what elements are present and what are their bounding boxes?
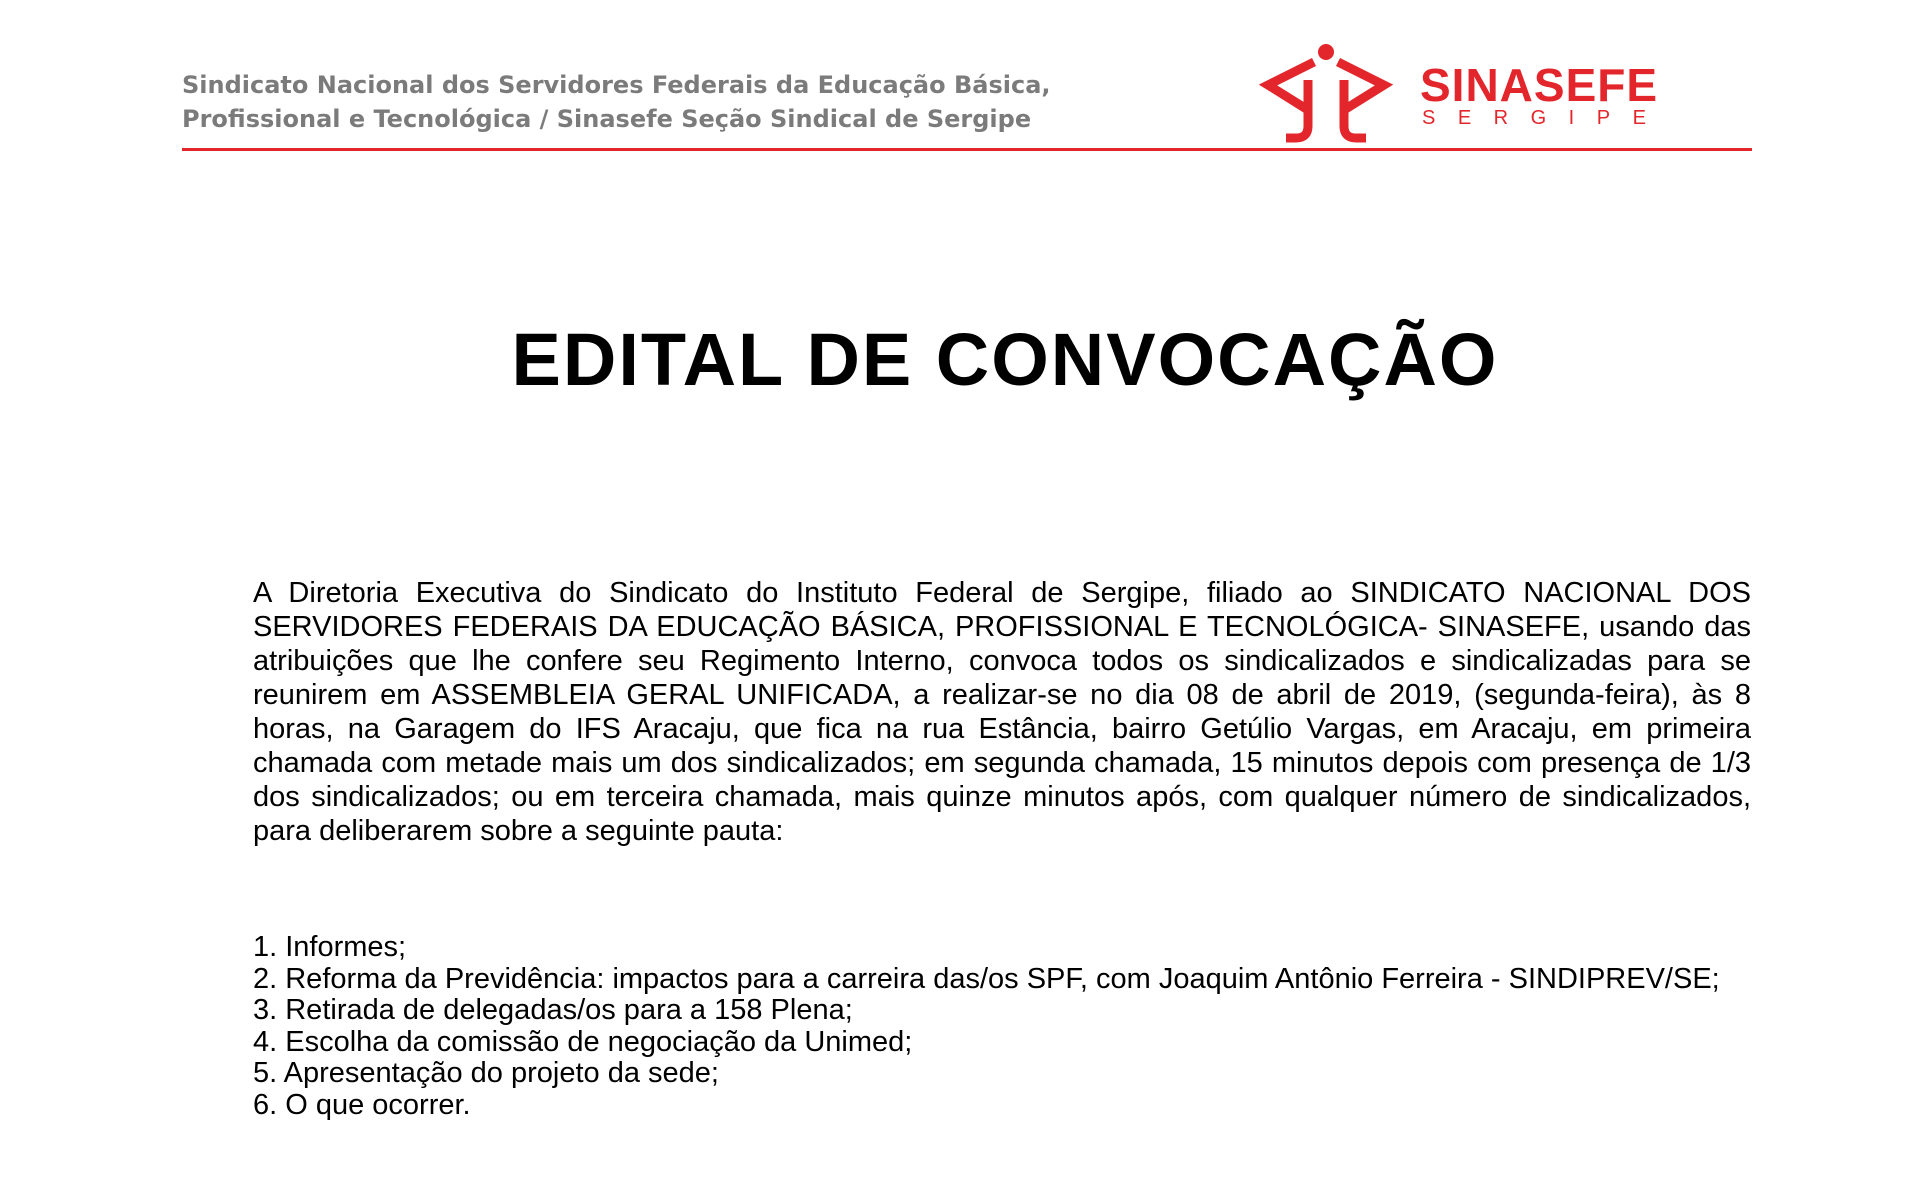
sinasefe-logo-icon — [1256, 40, 1396, 144]
convocation-paragraph: A Diretoria Executiva do Sindicato do Instituto Federal de Sergipe, filiado ao SINDICATO NACIONAL DOS SERVIDORES FEDERAIS DA EDUCAÇÃO BÁSICA, PROFISSIONAL E TECNOLÓGICA- SINASEFE, usando das atribuições que lhe confere seu Regimento Interno, convoca todos os sindicalizados e sindicalizadas para se reunirem em ASSEMBLEIA GERAL UNIFICADA, a realizar-se no dia 08 de abril de 2019, (segunda-feira), às 8 horas, na Garagem do IFS Aracaju, que fica na rua Estância, bairro Getúlio Vargas, em Aracaju, em primeira chamada com metade mais um dos sindicalizados; em segunda chamada, 15 minutos depois com presença de 1/3 dos sindicalizados; ou em terceira chamada, mais quinze minutos após, com qualquer número de sindicalizados, para deliberarem sobre a seguinte pauta: — [253, 577, 1751, 847]
logo-subtitle: SERGIPE — [1422, 107, 1669, 129]
agenda-item: 1. Informes; — [253, 931, 407, 963]
logo-wordmark: SINASEFE — [1420, 59, 1659, 111]
agenda-item: 6. O que ocorrer. — [253, 1088, 471, 1121]
organization-name-line-1: Sindicato Nacional dos Servidores Federais da Educação Básica, — [182, 71, 1051, 99]
document-title: EDITAL DE CONVOCAÇÃO — [511, 318, 1499, 401]
agenda-item: 3. Retirada de delegadas/os para a 158 Plena; — [253, 994, 853, 1026]
organization-name — [182, 68, 1051, 136]
agenda-item: 2. Reforma da Previdência: impactos para a carreira das/os SPF, com Joaquim Antônio Ferreira - SINDIPREV/SE; — [253, 962, 1720, 995]
header-divider — [182, 148, 1752, 151]
agenda-list — [253, 932, 1751, 1121]
letterhead — [182, 40, 1752, 155]
agenda-item: 4. Escolha da comissão de negociação da Unimed; — [253, 1025, 913, 1058]
agenda-item: 5. Apresentação do projeto da sede; — [253, 1057, 719, 1089]
organization-name-line-2: Profissional e Tecnológica / Sinasefe Seção Sindical de Sergipe — [182, 105, 1032, 133]
